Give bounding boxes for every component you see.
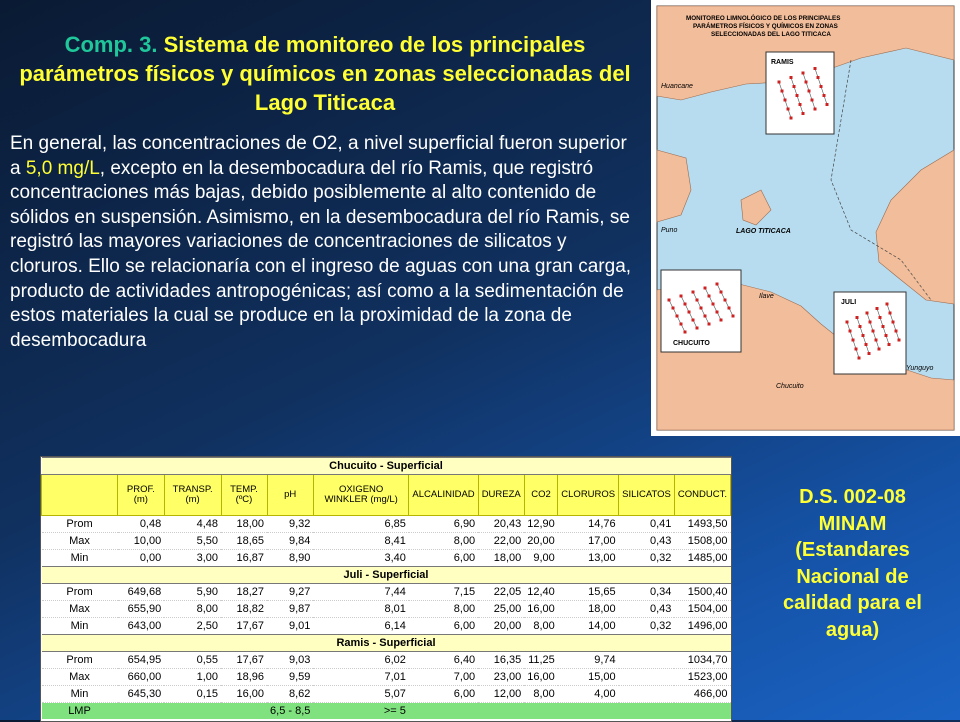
table-cell: Prom: [42, 584, 118, 601]
station-point: [802, 72, 805, 75]
station-point: [869, 321, 872, 324]
table-row: [42, 652, 731, 669]
table-cell: 6,00: [409, 686, 478, 703]
table-cell: 25,00: [478, 601, 524, 618]
table-cell: Min: [42, 550, 118, 567]
table-cell: 18,00: [558, 601, 619, 618]
station-point: [787, 108, 790, 111]
table-cell: 3,40: [313, 550, 409, 567]
station-point: [888, 343, 891, 346]
station-point: [692, 319, 695, 322]
station-point: [852, 339, 855, 342]
table-cell: 18,00: [221, 516, 267, 533]
table-cell: 466,00: [674, 686, 730, 703]
station-point: [724, 299, 727, 302]
station-point: [799, 103, 802, 106]
table-cell: 22,00: [478, 533, 524, 550]
table-cell: 20,43: [478, 516, 524, 533]
lmp-cell: LMP: [42, 703, 118, 720]
station-point: [823, 94, 826, 97]
table-cell: 8,90: [267, 550, 313, 567]
station-point: [720, 291, 723, 294]
station-point: [668, 299, 671, 302]
ds-standard-note: [750, 484, 955, 643]
table-cell: 17,67: [221, 652, 267, 669]
station-point: [885, 334, 888, 337]
ds-line-3: (Estandares: [795, 539, 910, 561]
map-title-3: SELECCIONADAS DEL LAGO TITICACA: [711, 31, 831, 38]
station-point: [684, 303, 687, 306]
station-point: [882, 325, 885, 328]
table-cell: 7,44: [313, 584, 409, 601]
table-row: [42, 550, 731, 567]
ramis-label: RAMIS: [771, 59, 794, 66]
station-point: [872, 330, 875, 333]
table-cell: 6,40: [409, 652, 478, 669]
yunguyo-label: Yunguyo: [906, 365, 934, 372]
table-cell: 8,00: [524, 618, 558, 635]
table-cell: 1485,00: [674, 550, 730, 567]
table-cell: 9,87: [267, 601, 313, 618]
table-cell: 16,00: [524, 601, 558, 618]
table-cell: 0,00: [118, 550, 165, 567]
table-cell: 17,67: [221, 618, 267, 635]
table-cell: Max: [42, 533, 118, 550]
table-cell: 654,95: [118, 652, 165, 669]
table-cell: 10,00: [118, 533, 165, 550]
table-cell: Max: [42, 601, 118, 618]
table-cell: 3,00: [164, 550, 221, 567]
title-main: Sistema de monitoreo de los principales parámetros físicos y químicos en zonas seleccionadas del Lago Titicaca: [19, 32, 631, 115]
ds-line-2: MINAM: [818, 512, 887, 535]
station-point: [696, 299, 699, 302]
lmp-cell: 6,5 - 8,5: [267, 703, 313, 720]
table-cell: 0,43: [619, 533, 675, 550]
column-header: DUREZA: [478, 475, 524, 516]
table-cell: 11,25: [524, 652, 558, 669]
table-cell: 660,00: [118, 669, 165, 686]
section-row: [42, 635, 731, 652]
table-body: [42, 458, 731, 720]
table-cell: 22,05: [478, 584, 524, 601]
table-cell: 1500,40: [674, 584, 730, 601]
section-title: Juli - Superficial: [42, 567, 731, 584]
station-point: [820, 85, 823, 88]
table-cell: Prom: [42, 516, 118, 533]
station-point: [790, 76, 793, 79]
puno-label: Puno: [661, 227, 678, 234]
station-point: [790, 117, 793, 120]
table-cell: Min: [42, 618, 118, 635]
table-cell: 6,85: [313, 516, 409, 533]
table-cell: 2,50: [164, 618, 221, 635]
table-cell: 9,01: [267, 618, 313, 635]
station-point: [708, 323, 711, 326]
table-cell: 0,55: [164, 652, 221, 669]
station-point: [898, 339, 901, 342]
station-point: [692, 291, 695, 294]
table-row: [42, 516, 731, 533]
table-cell: 8,00: [409, 533, 478, 550]
table-cell: 13,00: [558, 550, 619, 567]
station-point: [684, 331, 687, 334]
table-cell: Min: [42, 686, 118, 703]
lmp-cell: [164, 703, 221, 720]
table-cell: 643,00: [118, 618, 165, 635]
table-cell: 18,00: [478, 550, 524, 567]
table-cell: 16,00: [221, 686, 267, 703]
station-point: [796, 94, 799, 97]
column-header: TRANSP. (m): [164, 475, 221, 516]
table-cell: 7,15: [409, 584, 478, 601]
table-cell: 9,59: [267, 669, 313, 686]
station-point: [700, 307, 703, 310]
table-cell: 8,00: [409, 601, 478, 618]
table-cell: 4,48: [164, 516, 221, 533]
ilave-label: Ilave: [759, 293, 774, 300]
table-row: [42, 669, 731, 686]
station-point: [875, 339, 878, 342]
lago-label: LAGO TITICACA: [736, 228, 791, 235]
station-point: [784, 99, 787, 102]
column-header: PROF. (m): [118, 475, 165, 516]
table-cell: 0,34: [619, 584, 675, 601]
table-cell: 0,48: [118, 516, 165, 533]
section-title: Ramis - Superficial: [42, 635, 731, 652]
lmp-row: [42, 703, 731, 720]
table-cell: 16,87: [221, 550, 267, 567]
lmp-cell: >= 5: [313, 703, 409, 720]
table-cell: 15,00: [558, 669, 619, 686]
table-row: [42, 686, 731, 703]
table-cell: 9,00: [524, 550, 558, 567]
station-point: [672, 307, 675, 310]
station-point: [676, 315, 679, 318]
table-cell: 6,90: [409, 516, 478, 533]
table-cell: [619, 669, 675, 686]
table-cell: 1508,00: [674, 533, 730, 550]
station-point: [732, 315, 735, 318]
lmp-cell: [221, 703, 267, 720]
table-row: [42, 584, 731, 601]
juli-label: JULI: [841, 299, 857, 306]
map-drawing: [651, 0, 960, 436]
table-row: [42, 618, 731, 635]
table-cell: 18,27: [221, 584, 267, 601]
station-point: [704, 315, 707, 318]
table-row: [42, 601, 731, 618]
table-cell: 5,07: [313, 686, 409, 703]
table-cell: 5,90: [164, 584, 221, 601]
table-cell: Max: [42, 669, 118, 686]
table-cell: 8,01: [313, 601, 409, 618]
section-row: [42, 458, 731, 475]
table-cell: 645,30: [118, 686, 165, 703]
station-point: [778, 81, 781, 84]
table-cell: 17,00: [558, 533, 619, 550]
station-point: [793, 85, 796, 88]
map-title-1: MONITOREO LIMNOLÓGICO DE LOS PRINCIPALES: [686, 15, 841, 22]
station-point: [846, 321, 849, 324]
table-cell: 1034,70: [674, 652, 730, 669]
table-cell: 15,65: [558, 584, 619, 601]
table-cell: 5,50: [164, 533, 221, 550]
table-cell: 20,00: [478, 618, 524, 635]
section-row: [42, 567, 731, 584]
station-point: [868, 352, 871, 355]
station-point: [826, 103, 829, 106]
table-cell: 14,76: [558, 516, 619, 533]
station-point: [716, 283, 719, 286]
station-point: [805, 81, 808, 84]
station-point: [878, 348, 881, 351]
ds-line-6: agua): [825, 618, 880, 641]
station-point: [720, 319, 723, 322]
table-cell: 12,00: [478, 686, 524, 703]
title-prefix: Comp. 3.: [64, 32, 158, 57]
section-title: Chucuito - Superficial: [42, 458, 731, 475]
table-cell: 1504,00: [674, 601, 730, 618]
data-table: [40, 456, 732, 722]
station-point: [858, 357, 861, 360]
column-header: pH: [267, 475, 313, 516]
table-cell: 20,00: [524, 533, 558, 550]
station-point: [802, 112, 805, 115]
station-point: [886, 303, 889, 306]
station-point: [716, 311, 719, 314]
ds-line-5: calidad para el: [783, 592, 922, 614]
table-cell: 0,15: [164, 686, 221, 703]
table-cell: 9,84: [267, 533, 313, 550]
huancane-label: Huancane: [661, 83, 693, 90]
station-point: [866, 312, 869, 315]
ds-line-1: D.S. 002-08: [799, 486, 906, 508]
table-cell: 1493,50: [674, 516, 730, 533]
station-point: [808, 90, 811, 93]
table-cell: 16,35: [478, 652, 524, 669]
column-header: SILICATOS: [619, 475, 675, 516]
station-point: [849, 330, 852, 333]
station-point: [696, 327, 699, 330]
station-point: [855, 348, 858, 351]
station-point: [680, 295, 683, 298]
lake-map: [651, 0, 960, 436]
paragraph-part1: En general, las concentraciones de O2, a nivel superficial fueron superior a: [10, 133, 627, 179]
table-cell: 1,00: [164, 669, 221, 686]
station-point: [889, 312, 892, 315]
header-row: [42, 475, 731, 516]
table-cell: 7,00: [409, 669, 478, 686]
paragraph-part2: , excepto en la desembocadura del río Ramis, que registró concentraciones más bajas, debido posiblemente al alto contenido de sólidos en suspensión. Asimismo, en la desembocadura del río Ramis, se registró las mayores variaciones de concentraciones de silicatos y cloruros. Ello se relacionaría con el ingreso de aguas con una gran carga, producto de actividades antropogénicas; así como a la sedimentación de estos materiales la cual se produce en la proximidad de la zona de desembocadura: [10, 157, 632, 351]
table-cell: 9,27: [267, 584, 313, 601]
table-cell: [619, 686, 675, 703]
station-point: [817, 76, 820, 79]
column-header: CLORUROS: [558, 475, 619, 516]
table-cell: 6,14: [313, 618, 409, 635]
table-cell: 12,40: [524, 584, 558, 601]
table-cell: 1496,00: [674, 618, 730, 635]
paragraph-highlight: 5,0 mg/L: [25, 157, 100, 179]
table-cell: 18,82: [221, 601, 267, 618]
table-cell: 8,41: [313, 533, 409, 550]
table-cell: 18,96: [221, 669, 267, 686]
slide-title: [10, 30, 640, 117]
station-point: [708, 295, 711, 298]
station-point: [892, 321, 895, 324]
station-point: [680, 323, 683, 326]
table-cell: 655,90: [118, 601, 165, 618]
column-header: TEMP. (ºC): [221, 475, 267, 516]
table-row: [42, 533, 731, 550]
station-point: [704, 287, 707, 290]
table-cell: 14,00: [558, 618, 619, 635]
station-point: [876, 307, 879, 310]
column-header: OXIGENO WINKLER (mg/L): [313, 475, 409, 516]
table-cell: 9,74: [558, 652, 619, 669]
station-point: [814, 67, 817, 70]
station-point: [856, 316, 859, 319]
table-cell: 8,00: [164, 601, 221, 618]
table-cell: 4,00: [558, 686, 619, 703]
table-cell: 12,90: [524, 516, 558, 533]
table-cell: Prom: [42, 652, 118, 669]
station-point: [895, 330, 898, 333]
table-cell: 0,32: [619, 550, 675, 567]
station-point: [728, 307, 731, 310]
chucuito-label: CHUCUITO: [673, 340, 710, 347]
table-cell: 6,02: [313, 652, 409, 669]
table-cell: 1523,00: [674, 669, 730, 686]
column-header: CO2: [524, 475, 558, 516]
table-cell: 23,00: [478, 669, 524, 686]
station-point: [712, 303, 715, 306]
table-cell: 8,62: [267, 686, 313, 703]
table-cell: 7,01: [313, 669, 409, 686]
table-cell: 649,68: [118, 584, 165, 601]
table-cell: 6,00: [409, 550, 478, 567]
body-paragraph: [10, 132, 640, 353]
table-cell: 9,03: [267, 652, 313, 669]
station-point: [859, 325, 862, 328]
table-cell: 0,43: [619, 601, 675, 618]
table-cell: 18,65: [221, 533, 267, 550]
table-cell: 9,32: [267, 516, 313, 533]
station-point: [865, 343, 868, 346]
station-point: [879, 316, 882, 319]
station-point: [688, 311, 691, 314]
column-header: [42, 475, 118, 516]
table-cell: 0,32: [619, 618, 675, 635]
station-point: [862, 334, 865, 337]
column-header: CONDUCT.: [674, 475, 730, 516]
station-point: [814, 108, 817, 111]
table-cell: [619, 652, 675, 669]
lmp-filler: [409, 703, 731, 720]
chucuito-town-label: Chucuito: [776, 383, 804, 390]
table-cell: 16,00: [524, 669, 558, 686]
column-header: ALCALINIDAD: [409, 475, 478, 516]
map-title-2: PARÁMETROS FÍSICOS Y QUÍMICOS EN ZONAS: [693, 23, 838, 30]
ds-line-4: Nacional de: [796, 565, 909, 588]
table-cell: 6,00: [409, 618, 478, 635]
table-cell: 8,00: [524, 686, 558, 703]
lmp-cell: [118, 703, 165, 720]
station-point: [781, 90, 784, 93]
table-cell: 0,41: [619, 516, 675, 533]
station-point: [811, 99, 814, 102]
